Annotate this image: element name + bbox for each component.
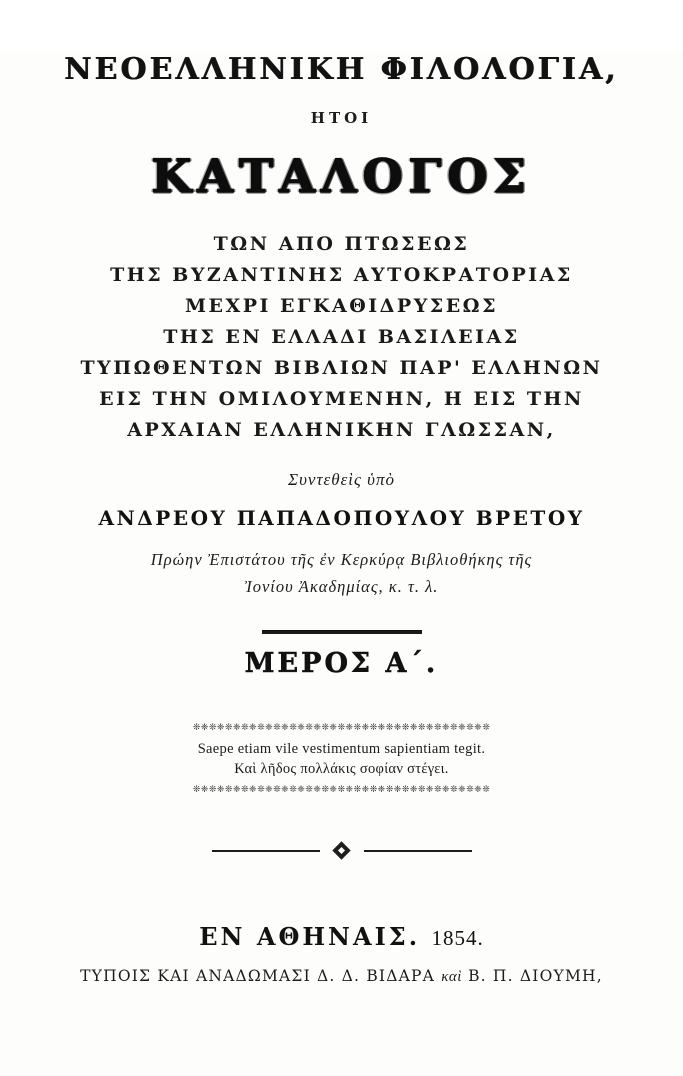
ornament-right-rule — [364, 850, 472, 852]
document-subtitle-block — [0, 229, 683, 446]
author-description-line: Πρώην Ἐπιστάτου τῆς ἐν Κερκύρᾳ Βιβλιοθήκης τῆς — [150, 550, 533, 569]
title-page — [0, 52, 683, 1076]
document-itoi-label: ΗΤΟΙ — [310, 109, 373, 127]
part-label: ΜΕΡΟΣ Α΄. — [244, 648, 439, 679]
ornament-left-rule — [212, 850, 320, 852]
subtitle-line: ΤΗΣ ΒΥΖΑΝΤΙΝΗΣ ΑΥΤΟΚΡΑΤΟΡΙΑΣ — [110, 264, 573, 286]
subtitle-line: ΜΕΧΡΙ ΕΓΚΑΘΙΔΡΥΣΕΩΣ — [184, 295, 499, 317]
imprint-place-text: ΕΝ ΑΘΗΝΑΙΣ. — [199, 922, 421, 951]
author-description-line: Ἰονίου Ἀκαδημίας, κ. τ. λ. — [244, 577, 439, 596]
horizontal-rule — [262, 630, 422, 634]
imprint-year: 1854. — [431, 926, 484, 950]
motto-latin-text: Saepe etiam vile vestimentum sapientiam tegit. — [197, 741, 486, 757]
subtitle-line: ΤΗΣ ΕΝ ΕΛΛΑΔΙ ΒΑΣΙΛΕΙΑΣ — [163, 326, 520, 348]
author-description — [0, 546, 683, 600]
subtitle-line: ΕΙΣ ΤΗΝ ΟΜΙΛΟΥΜΕΝΗΝ, Η ΕΙΣ ΤΗΝ — [99, 388, 584, 410]
imprint-printer-conjunction: καὶ — [441, 969, 462, 985]
ornamental-rule-bottom: ❊❈❊❈❊❈❊❈❊❈❊❈❊❈❊❈❊❈❊❈❊❈❊❈❊❈❊❈❊❈❊❈❊❈❊❈❊ — [192, 785, 491, 795]
motto-greek-text: Καὶ λῆδος πολλάκις σοφίαν στέγει. — [234, 761, 449, 777]
subtitle-line: ΤΩΝ ΑΠΟ ΠΤΩΣΕΩΣ — [213, 233, 470, 255]
ornament-divider — [212, 842, 472, 860]
imprint-printer — [0, 967, 683, 986]
compiled-by-label: Συντεθεὶς ὑπὸ — [288, 470, 395, 489]
document-main-title: ΝΕΟΕΛΛΗΝΙΚΗ ΦΙΛΟΛΟΓΙΑ, — [64, 52, 619, 87]
imprint-place — [0, 922, 683, 951]
diamond-icon — [332, 841, 350, 859]
imprint-printer-suffix: Β. Π. ΔΙΟΥΜΗ, — [468, 967, 603, 985]
motto-block — [177, 723, 507, 796]
subtitle-line: ΑΡΧΑΙΑΝ ΕΛΛΗΝΙΚΗΝ ΓΛΩΣΣΑΝ, — [127, 419, 556, 441]
title-page-content — [0, 52, 683, 986]
ornamental-rule-top: ❊❈❊❈❊❈❊❈❊❈❊❈❊❈❊❈❊❈❊❈❊❈❊❈❊❈❊❈❊❈❊❈❊❈❊❈❊ — [192, 723, 491, 733]
document-catalog-title: ΚΑΤΑΛΟΓΟΣ — [151, 149, 532, 203]
author-name: ΑΝΔΡΕΟΥ ΠΑΠΑΔΟΠΟΥΛΟΥ ΒΡΕΤΟΥ — [98, 506, 585, 530]
imprint-printer-prefix: ΤΥΠΟΙΣ ΚΑΙ ΑΝΑΔΩΜΑΣΙ Δ. Δ. ΒΙΔΑΡΑ — [80, 967, 436, 985]
subtitle-line: ΤΥΠΩΘΕΝΤΩΝ ΒΙΒΛΙΩΝ ΠΑΡ' ΕΛΛΗΝΩΝ — [80, 357, 603, 379]
